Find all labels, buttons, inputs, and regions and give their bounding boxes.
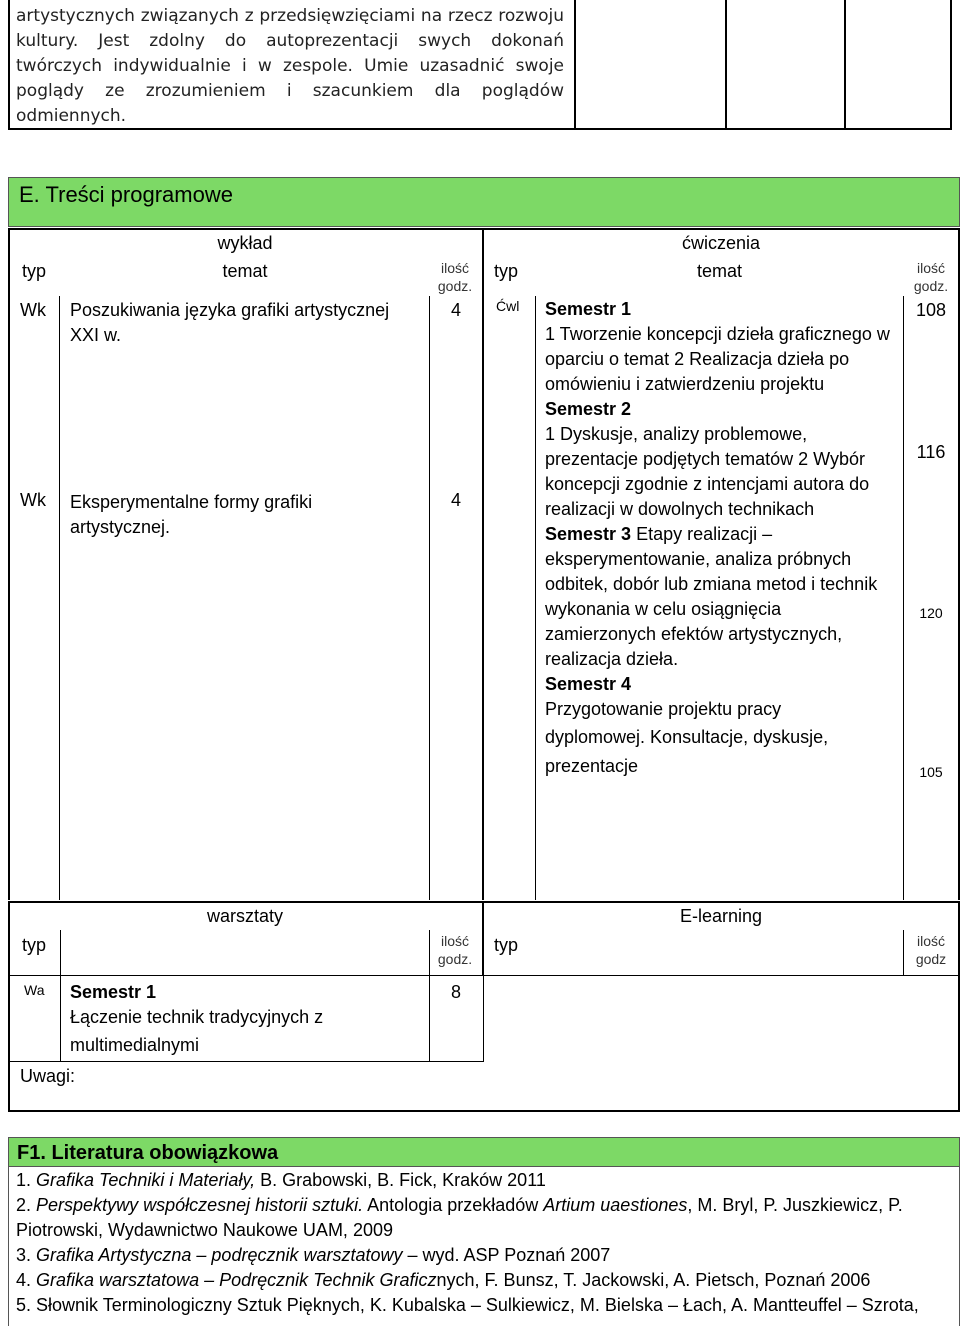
warsztaty-hours: 8 — [450, 982, 461, 1002]
literatura-title: F1. Literatura obowiązkowa — [17, 1142, 279, 1164]
cwiczenia-hours-3: 120 — [919, 605, 943, 621]
elearning-col-ilosc: ilość godz — [915, 933, 947, 967]
sem3-title: Semestr 3 — [545, 524, 632, 544]
wyklad-row-1-hours: 4 — [450, 300, 461, 320]
cwiczenia-hours-4: 105 — [919, 764, 943, 780]
sem4-line1: Przygotowanie projektu pracy — [545, 699, 782, 719]
wyklad-row-2-hours: 4 — [450, 490, 461, 510]
wyklad-col-temat: temat — [222, 261, 268, 281]
wyklad-col-typ: typ — [22, 261, 47, 281]
literatura-header — [8, 1137, 960, 1167]
literatura-item-2-cont: Piotrowski, Wydawnictwo Naukowe UAM, 2009 — [16, 1220, 393, 1240]
warsztaty-line2: multimedialnymi — [70, 1035, 200, 1055]
elearning-col-typ: typ — [494, 935, 519, 955]
uwagi-label: Uwagi: — [20, 1066, 76, 1086]
warsztaty-col-ilosc: ilość godz. — [437, 933, 473, 967]
top-paragraph: artystycznych związanych z przedsięwzięciami na rzecz rozwoju kultury. Jest zdolny do autoprezentacji swych dokonań twórczych indywidualnie i w zespole. Umie uzasadnić swoje poglądy ze zrozumieniem i szacunkiem dla poglądów odmiennych. — [16, 6, 564, 126]
wyklad-col-ilosc: ilość godz. — [437, 260, 473, 294]
literatura-item-3: 3. Grafika Artystyczna – podręcznik warsztatowy – wyd. ASP Poznań 2007 — [16, 1245, 611, 1265]
sem4-line2: dyplomowej. Konsultacje, dyskusje, — [545, 727, 829, 747]
cwiczenia-col-temat: temat — [696, 261, 743, 281]
literatura-item-2: 2. Perspektywy współczesnej historii sztuki. Antologia przekładów Artium uaestiones, M. Bryl, P. Juszkiewicz, P. — [16, 1195, 903, 1215]
cwiczenia-col-typ: typ — [494, 261, 519, 281]
cwiczenia-col-ilosc: ilość godz. — [913, 260, 949, 294]
sem1-title: Semestr 1 — [545, 299, 632, 319]
wyklad-row-2-temat: Eksperymentalne formy grafiki artystycznej. — [70, 492, 313, 537]
cwiczenia-header: ćwiczenia — [681, 233, 761, 253]
warsztaty-temat — [70, 980, 420, 1058]
cwiczenia-typ: Ćwl — [496, 298, 520, 314]
wyklad-row-2-typ: Wk — [20, 490, 46, 510]
literatura-item-4: 4. Grafika warsztatowa – Podręcznik Technik Graficznych, F. Bunsz, T. Jackowski, A. Pietsch, Poznań 2006 — [16, 1270, 871, 1290]
sem2-title: Semestr 2 — [545, 399, 632, 419]
wyklad-header: wykład — [217, 233, 273, 253]
cwiczenia-hours-2: 116 — [916, 442, 946, 462]
warsztaty-header: warsztaty — [206, 906, 284, 926]
elearning-header: E-learning — [679, 906, 763, 926]
section-e-title: E. Treści programowe — [19, 182, 233, 207]
sem4-line3: prezentacje — [545, 756, 639, 776]
warsztaty-typ: Wa — [24, 982, 45, 998]
wyklad-row-1-temat: Poszukiwania języka grafiki artystycznej XXI w. — [70, 300, 390, 345]
warsztaty-line1: Łączenie technik tradycyjnych z — [70, 1007, 324, 1027]
warsztaty-sem-title: Semestr 1 — [70, 982, 157, 1002]
sem2-body: 1 Dyskusje, analizy problemowe, prezentacje podjętych tematów 2 Wybór koncepcji zgodnie z intencjami autora do realizacji w dowolnych technikach — [545, 424, 870, 519]
cwiczenia-hours-1: 108 — [915, 300, 947, 320]
literatura-item-1: 1. Grafika Techniki i Materiały, B. Grabowski, B. Fick, Kraków 2011 — [16, 1170, 546, 1190]
literatura-item-5: 5. Słownik Terminologiczny Sztuk Pięknych, K. Kubalska – Sulkiewicz, M. Bielska – Łach, A. Mantteuffel – Szrota, — [16, 1295, 919, 1315]
warsztaty-col-typ: typ — [22, 935, 47, 955]
sem1-body: 1 Tworzenie koncepcji dzieła graficznego w oparciu o temat 2 Realizacja dzieła po omówieniu i zatwierdzeniu projektu — [545, 324, 890, 394]
wyklad-row-1-typ: Wk — [20, 300, 46, 320]
literatura-list — [16, 1168, 951, 1318]
sem4-title: Semestr 4 — [545, 674, 632, 694]
sem3-body: Etapy realizacji – eksperymentowanie, analiza próbnych odbitek, dobór lub zmiana metod i technik wykonania w celu osiągnięcia zamierzonych efektów artystycznych, realizacja dzieła. — [545, 524, 878, 669]
